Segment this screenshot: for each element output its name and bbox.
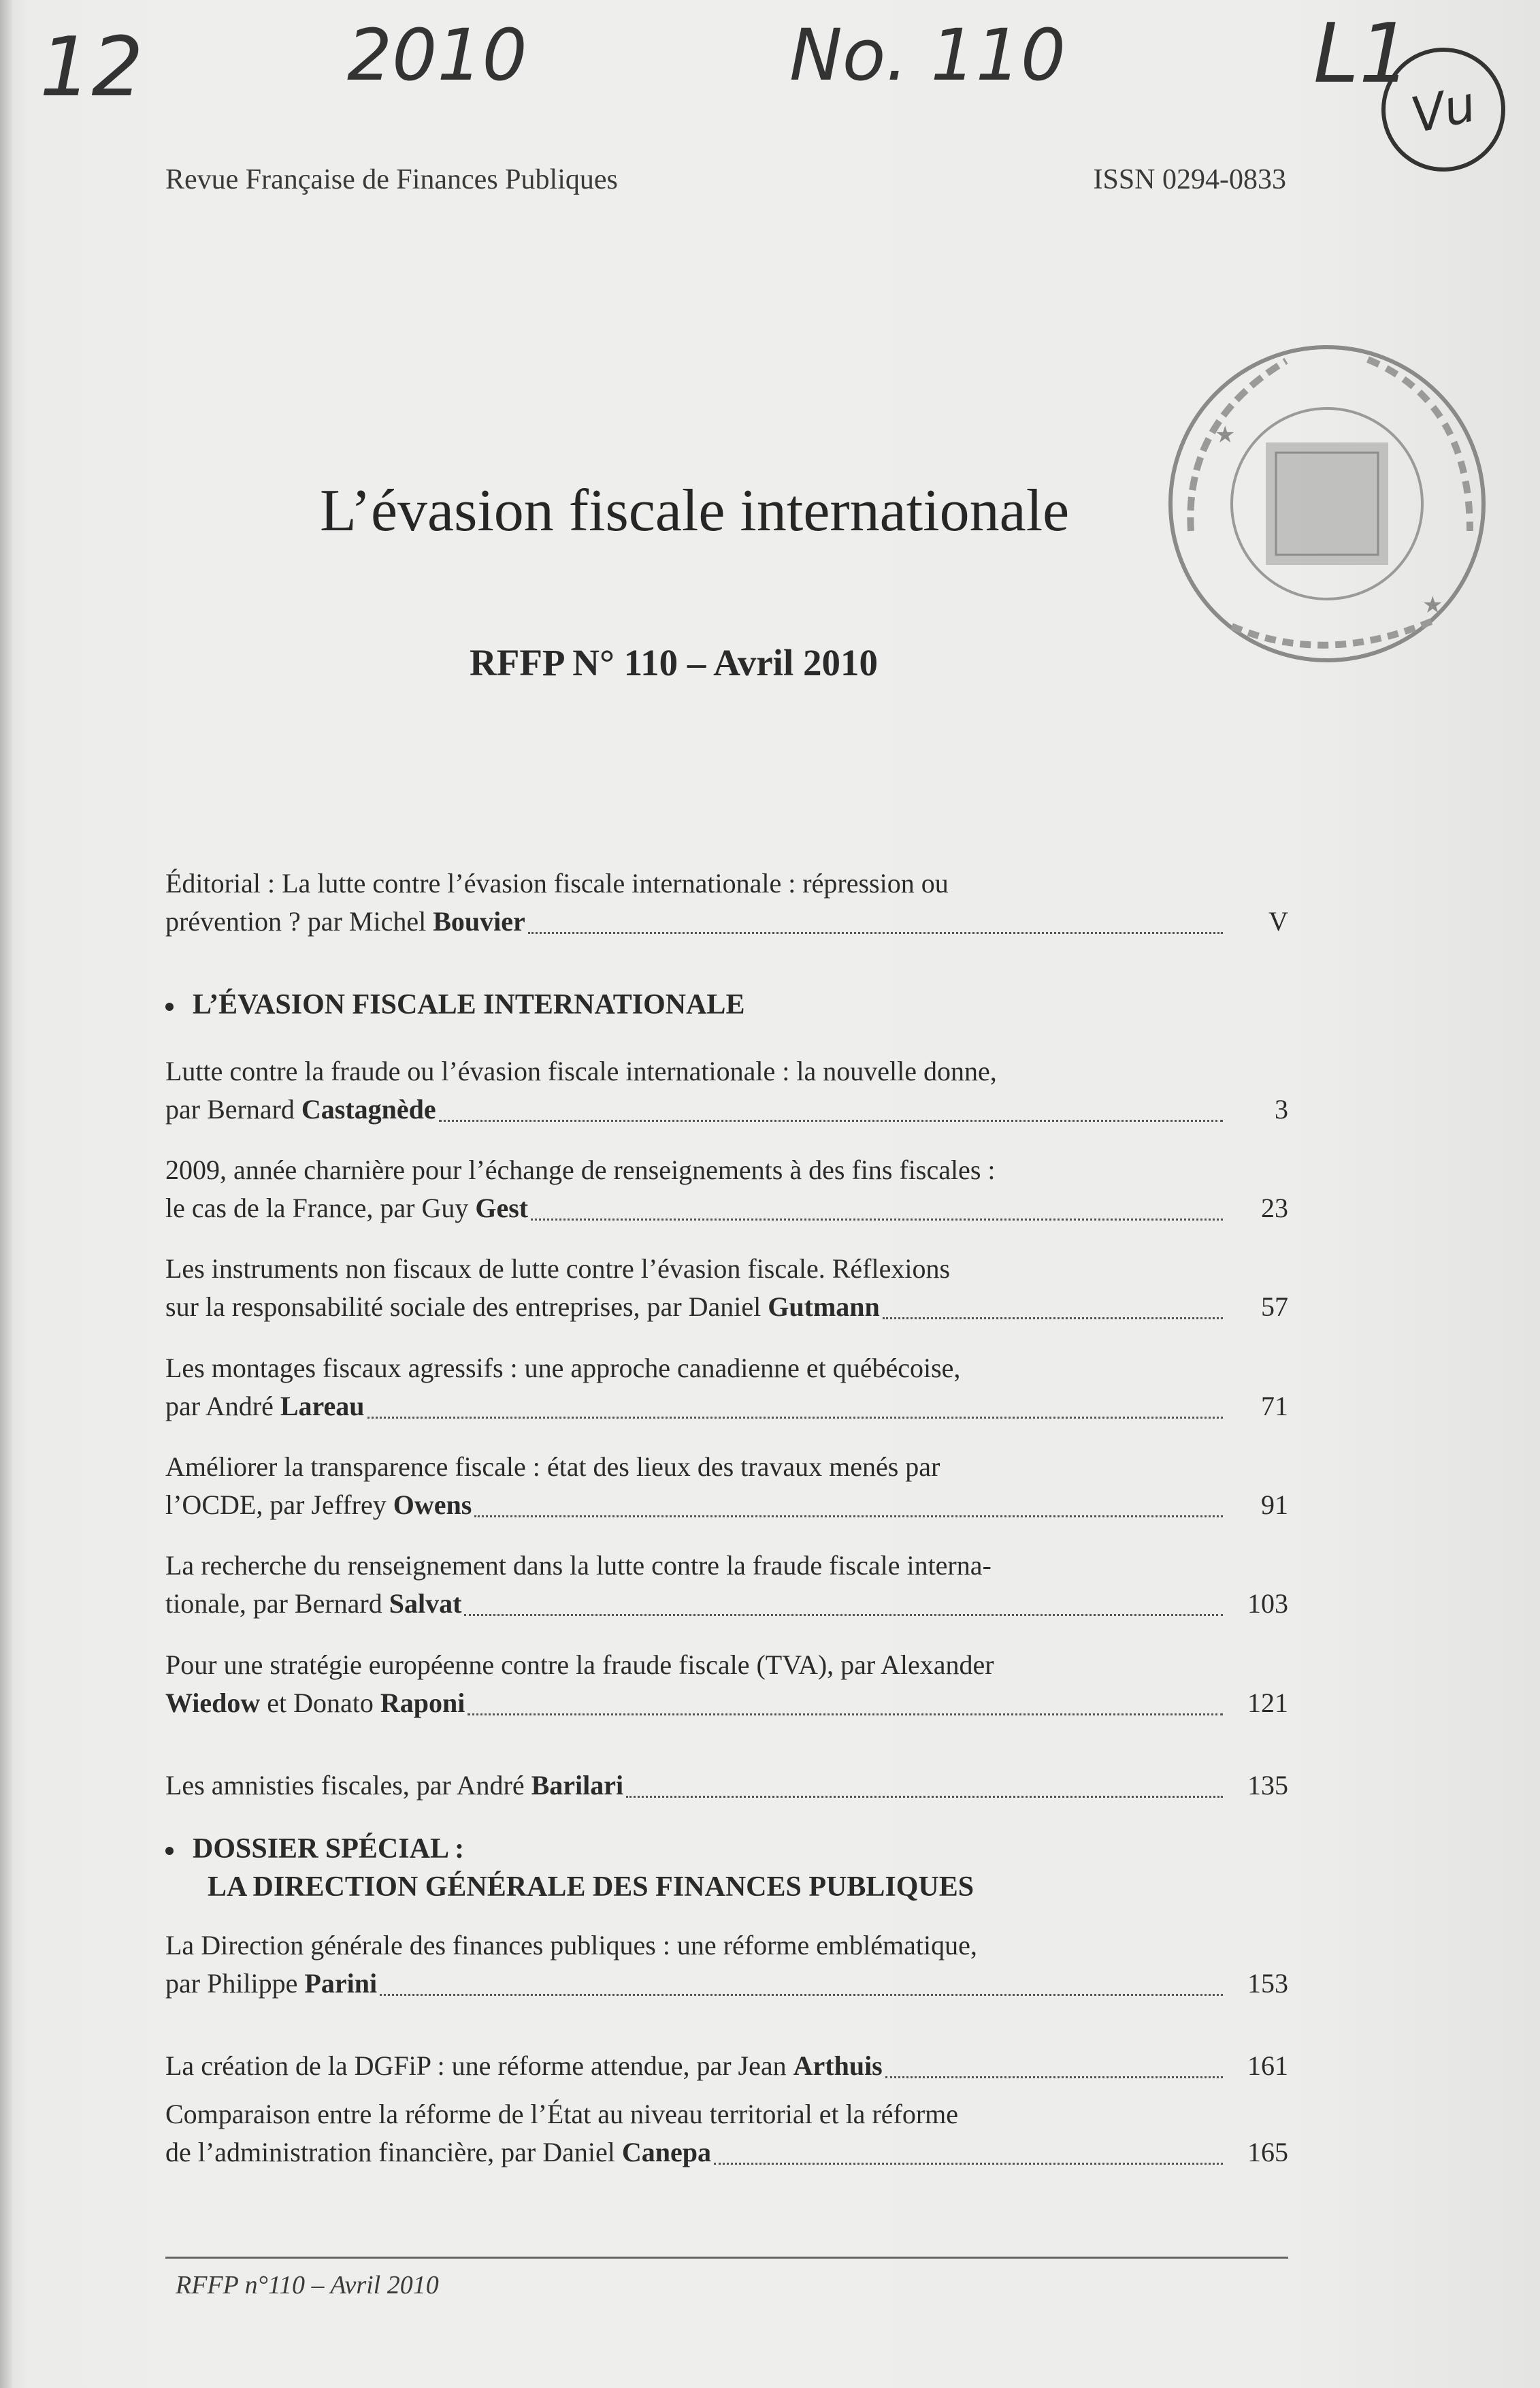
toc-entry: Comparaison entre la réforme de l’État au niveau territorial et la réforme de l’administration financière, par Daniel Canepa 165	[165, 2095, 1288, 2172]
page-number: 135	[1247, 1770, 1288, 1801]
toc-entry-editorial: Éditorial : La lutte contre l’évasion fiscale internationale : répression ou prévention ? par Michel Bouvier V	[165, 865, 1288, 941]
page-number: 165	[1247, 2137, 1288, 2167]
svg-text:★: ★	[1422, 593, 1443, 618]
leader-dots	[464, 1604, 1223, 1616]
page-number: 23	[1261, 1193, 1288, 1223]
author-name: Parini	[304, 1968, 378, 1999]
page-number: 103	[1247, 1588, 1288, 1619]
toc-entry: Améliorer la transparence fiscale : état des lieux des travaux menés par l’OCDE, par Jeffrey Owens 91	[165, 1448, 1288, 1524]
leader-dots	[626, 1786, 1223, 1798]
footer-divider	[165, 2257, 1288, 2259]
page-title: L’évasion fiscale internationale	[320, 478, 1070, 544]
page-footer: RFFP n°110 – Avril 2010	[176, 2271, 439, 2300]
toc-entry: Pour une stratégie européenne contre la fraude fiscale (TVA), par Alexander Wiedow et Donato Raponi 121	[165, 1646, 1288, 1722]
leader-dots	[468, 1704, 1223, 1715]
leader-dots	[531, 1209, 1223, 1221]
page-number: 161	[1247, 2050, 1288, 2081]
bullet-icon	[165, 1847, 174, 1855]
page-number: 57	[1261, 1291, 1288, 1322]
author-name: Castagnède	[301, 1094, 436, 1125]
issue-subtitle: RFFP N° 110 – Avril 2010	[470, 642, 878, 683]
section-heading-evasion: L’ÉVASION FISCALE INTERNATIONALE	[165, 986, 744, 1024]
toc-entry: La recherche du renseignement dans la lutte contre la fraude fiscale interna- tionale, par Bernard Salvat 103	[165, 1547, 1288, 1623]
author-name: Barilari	[531, 1770, 624, 1801]
running-header	[165, 163, 1286, 196]
page-number: 91	[1261, 1489, 1288, 1520]
author-name: Salvat	[389, 1588, 462, 1619]
author-name: Arthuis	[793, 2050, 883, 2081]
issn: ISSN 0294-0833	[1093, 164, 1286, 195]
author-name: Owens	[393, 1489, 472, 1520]
page-number: V	[1268, 906, 1288, 937]
author-name: Wiedow	[165, 1688, 261, 1718]
toc-entry: La Direction générale des finances publiques : une réforme emblématique, par Philippe Parini 153	[165, 1926, 1288, 2003]
leader-dots	[439, 1110, 1223, 1122]
handwritten-issue: No. 110	[789, 14, 1066, 97]
svg-text:★: ★	[1215, 423, 1236, 448]
page-binding-edge	[0, 0, 12, 2388]
leader-dots	[367, 1407, 1223, 1419]
toc-entry: Les montages fiscaux agressifs : une approche canadienne et québécoise, par André Lareau 71	[165, 1349, 1288, 1425]
bullet-icon	[165, 1003, 174, 1011]
toc-entry: La création de la DGFiP : une réforme attendue, par Jean Arthuis 161	[165, 2047, 1288, 2085]
page-number: 153	[1247, 1968, 1288, 1999]
page-number: 3	[1275, 1094, 1288, 1125]
page-number: 71	[1261, 1391, 1288, 1421]
leader-dots	[885, 2067, 1223, 2078]
leader-dots	[883, 1308, 1223, 1319]
author-name: Raponi	[380, 1688, 465, 1718]
toc-entry: Lutte contre la fraude ou l’évasion fiscale internationale : la nouvelle donne, par Bernard Castagnède 3	[165, 1052, 1288, 1129]
journal-name: Revue Française de Finances Publiques	[165, 164, 618, 195]
vu-stamp: Vu	[1370, 36, 1517, 183]
toc-entry: Les amnisties fiscales, par André Barilari 135	[165, 1766, 1288, 1805]
toc-entry: Les instruments non fiscaux de lutte contre l’évasion fiscale. Réflexions sur la responsabilité sociale des entreprises, par Daniel Gutmann 57	[165, 1250, 1288, 1326]
author-name: Bouvier	[433, 906, 525, 937]
toc-entry: 2009, année charnière pour l’échange de renseignements à des fins fiscales : le cas de la France, par Guy Gest 23	[165, 1151, 1288, 1227]
leader-dots	[528, 922, 1223, 934]
library-seal-icon	[1150, 327, 1504, 681]
handwritten-code: L1	[1313, 7, 1411, 101]
handwritten-number: 12	[39, 20, 144, 115]
author-name: Gest	[475, 1193, 529, 1223]
author-name: Canepa	[621, 2137, 711, 2167]
page-number: 121	[1247, 1688, 1288, 1718]
author-name: Gutmann	[768, 1291, 880, 1322]
leader-dots	[474, 1506, 1223, 1517]
section-heading-dossier: DOSSIER SPÉCIAL : LA DIRECTION GÉNÉRALE DES FINANCES PUBLIQUES	[165, 1830, 974, 1906]
author-name: Lareau	[280, 1391, 365, 1421]
leader-dots	[714, 2153, 1223, 2165]
leader-dots	[380, 1984, 1223, 1996]
handwritten-year: 2010	[347, 14, 527, 97]
